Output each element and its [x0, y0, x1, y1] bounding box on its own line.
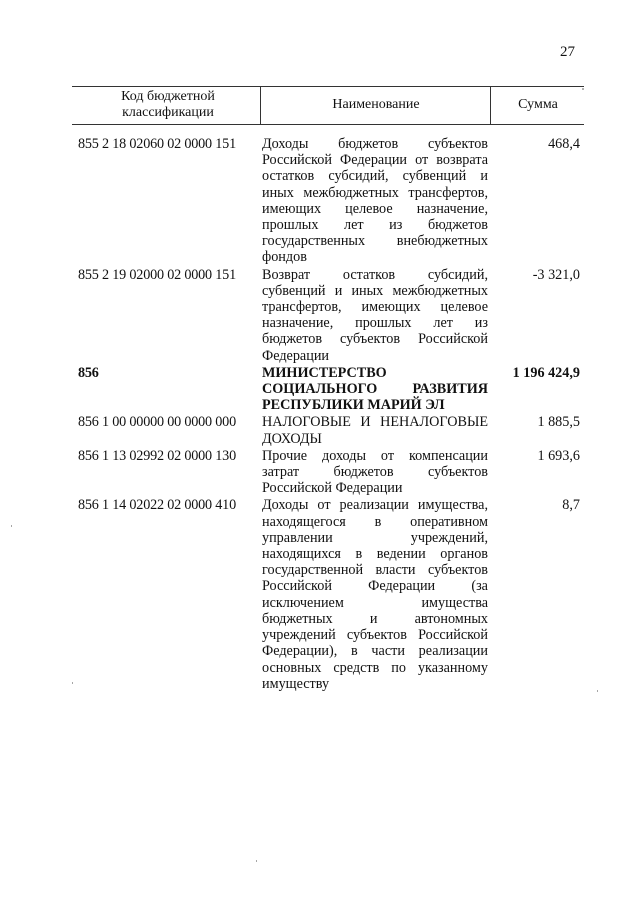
header-divider-2 [490, 86, 491, 124]
row-name: Доходы бюджетов субъектов Российской Федерации от возврата остатков субсидий, субвенций и иных межбюджетных трансфертов, имеющих целевое назначение, прошлых лет из бюджетов государственных внебюджетных фондов [262, 136, 488, 266]
table-row [72, 136, 584, 266]
row-amount: 468,4 [548, 136, 580, 152]
header-divider-1 [260, 86, 261, 124]
row-code: 856 1 14 02022 02 0000 410 [78, 497, 236, 514]
scan-speck [582, 88, 584, 90]
row-code: 856 1 00 00000 00 0000 000 [78, 414, 236, 431]
header-top-rule [72, 86, 584, 87]
row-name: НАЛОГОВЫЕ И НЕНАЛОГОВЫЕ ДОХОДЫ [262, 414, 488, 447]
scan-speck [11, 525, 12, 527]
header-bottom-rule [72, 124, 584, 125]
page-number: 27 [560, 44, 575, 60]
row-name: МИНИСТЕРСТВО СОЦИАЛЬНОГО РАЗВИТИЯ РЕСПУБЛИКИ МАРИЙ ЭЛ [262, 364, 488, 414]
scan-speck [256, 860, 257, 862]
table-row-ministry [72, 365, 584, 414]
header-amount: Сумма [518, 97, 558, 112]
row-name: Возврат остатков субсидий, субвенций и иных межбюджетных трансфертов, имеющих целевое назначение, прошлых лет из бюджетов субъектов Российской Федерации [262, 266, 488, 364]
header-code: Код бюджетной классификации [121, 89, 215, 120]
row-name: Доходы от реализации имущества, находящегося в оперативном управлении учреждений, находящихся в ведении органов государственной власти субъектов Российской Федерации (за исключением имущества бюджетных и автономных учреждений субъектов Российской Федерации), в части реализации основных средств по указанному имуществу [262, 497, 488, 692]
row-code: 856 1 13 02992 02 0000 130 [78, 447, 236, 464]
row-amount: 1 885,5 [537, 414, 580, 431]
row-amount: -3 321,0 [532, 266, 580, 283]
budget-table-body [72, 136, 584, 692]
row-amount: 1 196 424,9 [512, 364, 580, 381]
row-code: 855 2 19 02000 02 0000 151 [78, 266, 236, 283]
table-row [72, 267, 584, 364]
table-row [72, 497, 584, 691]
row-name: Прочие доходы от компенсации затрат бюджетов субъектов Российской Федерации [262, 447, 488, 497]
row-code: 855 2 18 02060 02 0000 151 [78, 136, 236, 152]
table-row [72, 448, 584, 497]
scan-speck [72, 682, 73, 684]
row-amount: 8,7 [562, 497, 580, 514]
row-code: 856 [78, 364, 99, 381]
table-row [72, 414, 584, 446]
header-name: Наименование [332, 97, 420, 112]
scan-speck [597, 690, 598, 692]
row-amount: 1 693,6 [537, 447, 580, 464]
